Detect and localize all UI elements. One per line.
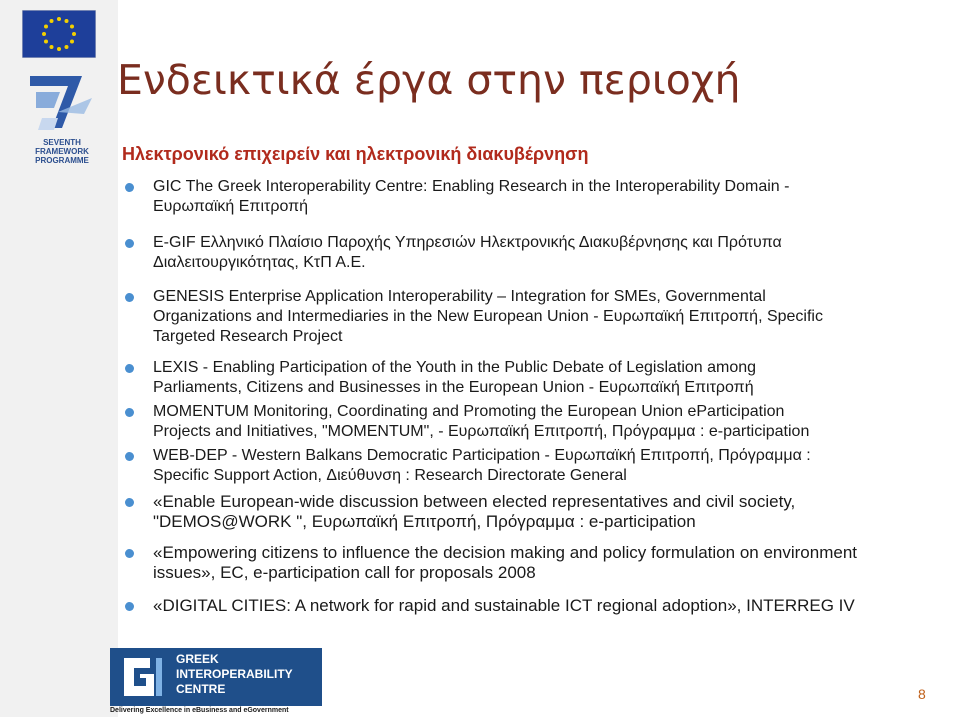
slide-title: Ενδεικτικά έργα στην περιοχή (117, 56, 741, 104)
list-item-line: Specific Support Action, Διεύθυνση : Research Directorate General (153, 467, 627, 484)
list-item-line: issues», EC, e-participation call for proposals 2008 (153, 563, 536, 582)
list-item (122, 596, 942, 616)
list-item-line: GIC The Greek Interoperability Centre: Enabling Research in the Interoperability Domain - (153, 178, 790, 195)
list-item (122, 233, 942, 273)
project-list (122, 177, 942, 616)
eu-flag-icon (22, 10, 96, 58)
list-item-line: MOMENTUM Monitoring, Coordinating and Promoting the European Union eParticipation (153, 403, 785, 420)
list-item-line: Targeted Research Project (153, 328, 343, 345)
fp7-logo-icon (22, 68, 102, 140)
gic-tagline: Delivering Excellence in eBusiness and eGovernment (110, 707, 289, 714)
fp7-caption-line2: PROGRAMME (35, 156, 89, 165)
slide-subtitle: Ηλεκτρονικό επιχειρείν και ηλεκτρονική διακυβέρνηση (122, 144, 589, 164)
list-item-line: Organizations and Intermediaries in the New European Union - Ευρωπαϊκή Επιτροπή, Specific (153, 308, 823, 325)
fp7-caption (22, 138, 102, 165)
list-item (122, 492, 942, 532)
list-item-line: Ευρωπαϊκή Επιτροπή (153, 198, 309, 215)
list-item-line: Parliaments, Citizens and Businesses in the European Union - Ευρωπαϊκή Επιτροπή (153, 379, 754, 396)
list-item (122, 287, 942, 347)
list-item (122, 543, 942, 583)
list-item-line: E-GIF Ελληνικό Πλαίσιο Παροχής Υπηρεσιών Ηλεκτρονικής Διακυβέρνησης και Πρότυπα (153, 234, 782, 251)
list-item (122, 402, 942, 442)
list-item (122, 177, 942, 217)
gic-logo-icon (110, 648, 170, 706)
list-item-line: WEB-DEP - Western Balkans Democratic Participation - Ευρωπαϊκή Επιτροπή, Πρόγραμμα : (153, 447, 811, 464)
list-item-line: «DIGITAL CITIES: A network for rapid and sustainable ICT regional adoption», INTERREG IV (153, 596, 855, 615)
gic-name-line3: CENTRE (176, 682, 226, 696)
list-item-line: Διαλειτουργικότητας, ΚτΠ Α.Ε. (153, 254, 366, 271)
gic-logo-name (176, 652, 293, 697)
list-item-line: «Empowering citizens to influence the decision making and policy formulation on environment (153, 543, 857, 562)
list-item-line: GENESIS Enterprise Application Interoperability – Integration for SMEs, Governmental (153, 288, 766, 305)
list-item-line: "DEMOS@WORK ", Ευρωπαϊκή Επιτροπή, Πρόγραμμα : e-participation (153, 512, 696, 531)
page-number: 8 (918, 686, 926, 702)
list-item-line: Projects and Initiatives, "MOMENTUM", - Ευρωπαϊκή Επιτροπή, Πρόγραμμα : e-participation (153, 423, 810, 440)
list-item (122, 358, 942, 398)
list-item (122, 446, 942, 486)
gic-name-line1: GREEK (176, 652, 219, 666)
fp7-caption-line1: SEVENTH FRAMEWORK (35, 138, 89, 156)
list-item-line: «Enable European-wide discussion between elected representatives and civil society, (153, 492, 796, 511)
list-item-line: LEXIS - Enabling Participation of the Youth in the Public Debate of Legislation among (153, 359, 757, 376)
gic-name-line2: INTEROPERABILITY (176, 667, 293, 681)
